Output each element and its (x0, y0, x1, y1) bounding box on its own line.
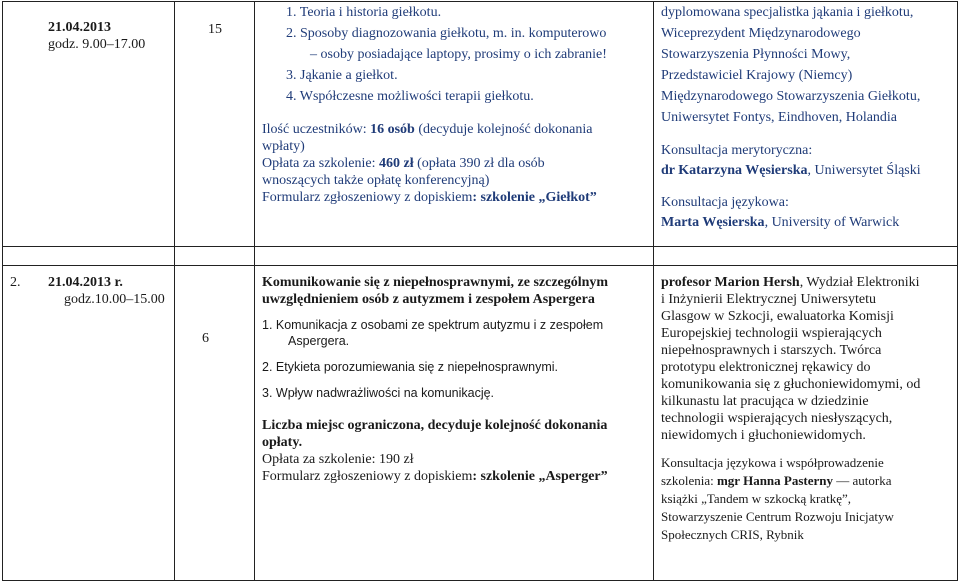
row1-date-cell (48, 19, 145, 53)
row2-item-3: 3. Wpływ nadwrażliwości na komunikację. (262, 386, 495, 400)
lecturer-line: niewidomych i głuchoniewidomych. (661, 428, 866, 443)
fee-note: (opłata 390 zł dla osób (413, 156, 545, 171)
consult-line: Społecznych CRIS, Rybnik (661, 527, 804, 542)
row1-topic-3: 3. Jąkanie a giełkot. (286, 68, 398, 83)
merit-consult (661, 162, 952, 182)
row2-limit-line2: opłaty. (262, 435, 303, 450)
merit-consult-name: dr Katarzyna Węsierska (661, 163, 808, 178)
row2-item-2: 2. Etykieta porozumiewania się z niepełnosprawnymi. (262, 360, 558, 374)
lecturer-line: prototypu elektronicznej rękawicy do (661, 360, 871, 375)
row2-date-cell (48, 274, 165, 308)
table-border-bottom (2, 580, 958, 581)
fee-amount: 460 zł (379, 156, 414, 171)
row2-number: 2. (10, 275, 21, 290)
consult-text: — autorka (833, 473, 892, 488)
consult-line: książki „Tandem w szkocką kratkę”, (661, 491, 852, 506)
fee-label: Opłata za szkolenie: (262, 156, 380, 171)
row1-time: godz. 9.00–17.00 (48, 37, 146, 52)
row1-topic-2: 2. Sposoby diagnozowania giełkotu, m. in. komputerowo (286, 26, 607, 41)
lecturer-line (661, 46, 952, 67)
lecturer-line: kilkunastu lat pracująca w dziedzinie (661, 394, 869, 409)
row1-topics-cell (262, 4, 647, 206)
lecturer-line (661, 67, 952, 88)
lecturer-line: komunikowania się z głuchoniewidomymi, od (661, 377, 921, 392)
row2-limit: Liczba miejsc ograniczona, decyduje kolejność dokonania (262, 418, 608, 433)
lecturer-text: Wiceprezydent Międzynarodowego (661, 26, 861, 41)
row2-item-1: 1. Komunikacja z osobami ze spektrum autyzmu i z zespołem (262, 318, 604, 332)
merit-consult-label: Konsultacja merytoryczna: (661, 143, 813, 158)
lecturer-line (661, 25, 952, 46)
row1-form (262, 189, 647, 206)
consult-name: mgr Hanna Pasterny (716, 473, 834, 488)
table-column-divider (254, 1, 255, 581)
row1-lecturer-cell (661, 4, 952, 234)
merit-consult-affil: , Uniwersytet Śląski (807, 163, 921, 178)
lecturer-line: dyplomowana specjalistka jąkania i giełkotu, (661, 5, 914, 20)
lecturer-line: i Inżynierii Elektrycznej Uniwersytetu (661, 292, 876, 307)
row2-fee: Opłata za szkolenie: 190 zł (262, 452, 414, 467)
row1-topic-2-note: – osoby posiadające laptopy, prosimy o ich zabranie! (310, 47, 607, 62)
table-column-divider (174, 1, 175, 581)
row2-date: 21.04.2013 r. (48, 275, 123, 290)
row1-participants (262, 121, 647, 138)
row2-title: Komunikowanie się z niepełnosprawnymi, ze szczególnym (262, 275, 609, 290)
lecturer-line: Glasgow w Szkocji, ewaluatorka Komisji (661, 309, 894, 324)
participants-count: 16 osób (370, 122, 415, 137)
lang-consult-name: Marta Węsierska (661, 215, 765, 230)
table-column-divider (653, 1, 654, 581)
form-label: Formularz zgłoszeniowy z dopiskiem (262, 469, 473, 484)
lang-consult-affil: , University of Warwick (764, 215, 900, 230)
row1-date: 21.04.2013 (48, 20, 111, 35)
lang-consult-label: Konsultacja językowa: (661, 195, 789, 210)
form-keyword: : szkolenie „Asperger” (472, 469, 608, 484)
consult-line: Konsultacja językowa i współprowadzenie (661, 455, 884, 470)
row2-title-line2: uwzględnieniem osób z autyzmem i zespołem Aspergera (262, 292, 595, 307)
consult-line: Stowarzyszenie Centrum Rozwoju Inicjatyw (661, 509, 894, 524)
table-border-right (957, 1, 958, 581)
row2-lecturer-cell (661, 274, 952, 544)
lecturer-text: , Wydział Elektroniki (799, 275, 920, 290)
consult-line (661, 472, 952, 490)
lecturer-line: Międzynarodowego Stowarzyszenia Giełkotu, (661, 89, 921, 104)
lecturer-line: niepełnosprawnych i starszych. Twórca (661, 343, 882, 358)
row1-fee (262, 155, 647, 172)
row2-form (262, 468, 647, 485)
row2-time: godz.10.00–15.00 (64, 292, 165, 307)
lecturer-line: Europejskiej technologii wspierających (661, 326, 882, 341)
row1-participants-line2: wpłaty) (262, 139, 305, 154)
row1-topic-1: 1. Teoria i historia giełkotu. (286, 5, 442, 20)
table-row-divider (2, 265, 958, 266)
lang-consult (661, 214, 952, 234)
participants-note: (decyduje kolejność dokonania (414, 122, 593, 137)
lecturer-line: technologii wspierających niesłyszących, (661, 411, 893, 426)
row1-fee-line2: wnoszących także opłatę konferencyjną) (262, 173, 490, 188)
lecturer-text: Przedstawiciel Krajowy (Niemcy) (661, 68, 853, 83)
form-label: Formularz zgłoszeniowy z dopiskiem (262, 190, 473, 205)
row2-hours: 6 (202, 331, 209, 346)
lecturer-name: profesor Marion Hersh (661, 275, 800, 290)
participants-label: Ilość uczestników: (262, 122, 371, 137)
row1-topic-4: 4. Współczesne możliwości terapii giełkotu. (286, 89, 534, 104)
consult-text: szkolenia: (661, 473, 717, 488)
form-keyword: : szkolenie „Giełkot” (472, 190, 597, 205)
table-row-divider (2, 246, 958, 247)
lecturer-line: Uniwersytet Fontys, Eindhoven, Holandia (661, 110, 898, 125)
table-border-top (2, 1, 958, 2)
lecturer-line (661, 274, 952, 291)
row2-item-1-cont: Aspergera. (288, 334, 350, 348)
row1-hours: 15 (208, 22, 222, 37)
row2-topics-cell (262, 274, 647, 485)
lecturer-text: Stowarzyszenia Płynności Mowy, (661, 47, 851, 62)
table-border-left (2, 1, 3, 581)
